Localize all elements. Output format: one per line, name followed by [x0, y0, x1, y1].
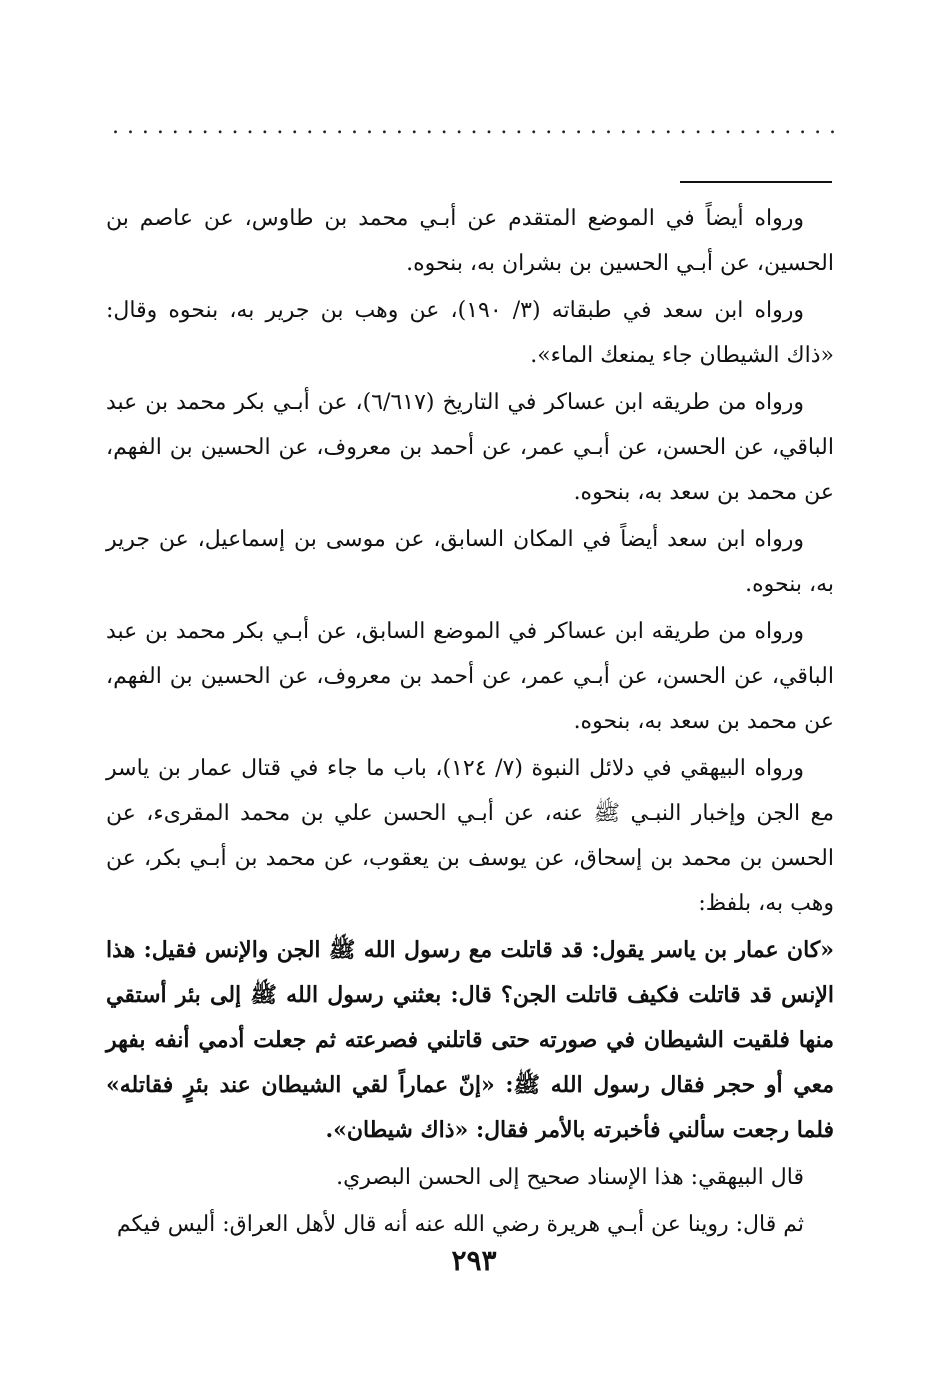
footnote-rule	[680, 181, 832, 183]
quote-paragraph: «كان عمار بن ياسر يقول: قد قاتلت مع رسول الله ﷺ الجن والإنس فقيل: هذا الإنس قد قاتلت فكيف قاتلت الجن؟ قال: بعثني رسول الله ﷺ إلى بئر أستقي منها فلقيت الشيطان في صورته حتى قاتلني فصرعته ثم جعلت أدمي أنفه بفهر معي أو حجر فقال رسول الله ﷺ: «إنّ عماراً لقي الشيطان عند بئرٍ فقاتله» فلما رجعت سألني فأخبرته بالأمر فقال: «ذاك شيطان».	[106, 937, 834, 1143]
closing-paragraph-2: ثم قال: روينا عن أبـي هريرة رضي الله عنه أنه قال لأهل العراق: أليس فيكم	[116, 1212, 804, 1237]
paragraph-5: ورواه من طريقه ابن عساكر في الموضع السابق، عن أبـي بكر محمد بن عبد الباقي، عن الحسن، عن أبـي عمر، عن أحمد بن معروف، عن الحسين بن الفهم، عن محمد بن سعد به، بنحوه.	[106, 619, 834, 734]
paragraph-3: ورواه من طريقه ابن عساكر في التاريخ (٦/٦١٧)، عن أبـي بكر محمد بن عبد الباقي، عن الحسن، عن أبـي عمر، عن أحمد بن معروف، عن الحسين بن الفهم، عن محمد بن سعد به، بنحوه.	[106, 390, 834, 505]
paragraph-6: ورواه البيهقي في دلائل النبوة (٧/ ١٢٤)، باب ما جاء في قتال عمار بن ياسر مع الجن وإخبار النبـي ﷺ عنه، عن أبـي الحسن علي بن محمد المقرىء، عن الحسن بن محمد بن إسحاق، عن يوسف بن يعقوب، عن محمد بن أبـي بكر، عن وهب به، بلفظ:	[106, 756, 834, 916]
paragraph-4: ورواه ابن سعد أيضاً في المكان السابق، عن موسى بن إسماعيل، عن جرير به، بنحوه.	[106, 527, 834, 597]
page-number: ٢٩٣	[451, 1244, 497, 1277]
paragraph-1: ورواه أيضاً في الموضع المتقدم عن أبـي محمد بن طاوس، عن عاصم بن الحسين، عن أبـي الحسين بن بشران به، بنحوه.	[106, 206, 834, 276]
dotted-separator: . . . . . . . . . . . . . . . . . . . . . . . . . . . . . . . . . . . . . . . . . . . . . . . . .	[112, 114, 836, 139]
footnote-text	[106, 196, 834, 1249]
paragraph-2: ورواه ابن سعد في طبقاته (٣/ ١٩٠)، عن وهب بن جرير به، بنحوه وقال: «ذاك الشيطان جاء يمنعك الماء».	[106, 298, 834, 368]
closing-paragraph-1: قال البيهقي: هذا الإسناد صحيح إلى الحسن البصري.	[336, 1165, 804, 1190]
